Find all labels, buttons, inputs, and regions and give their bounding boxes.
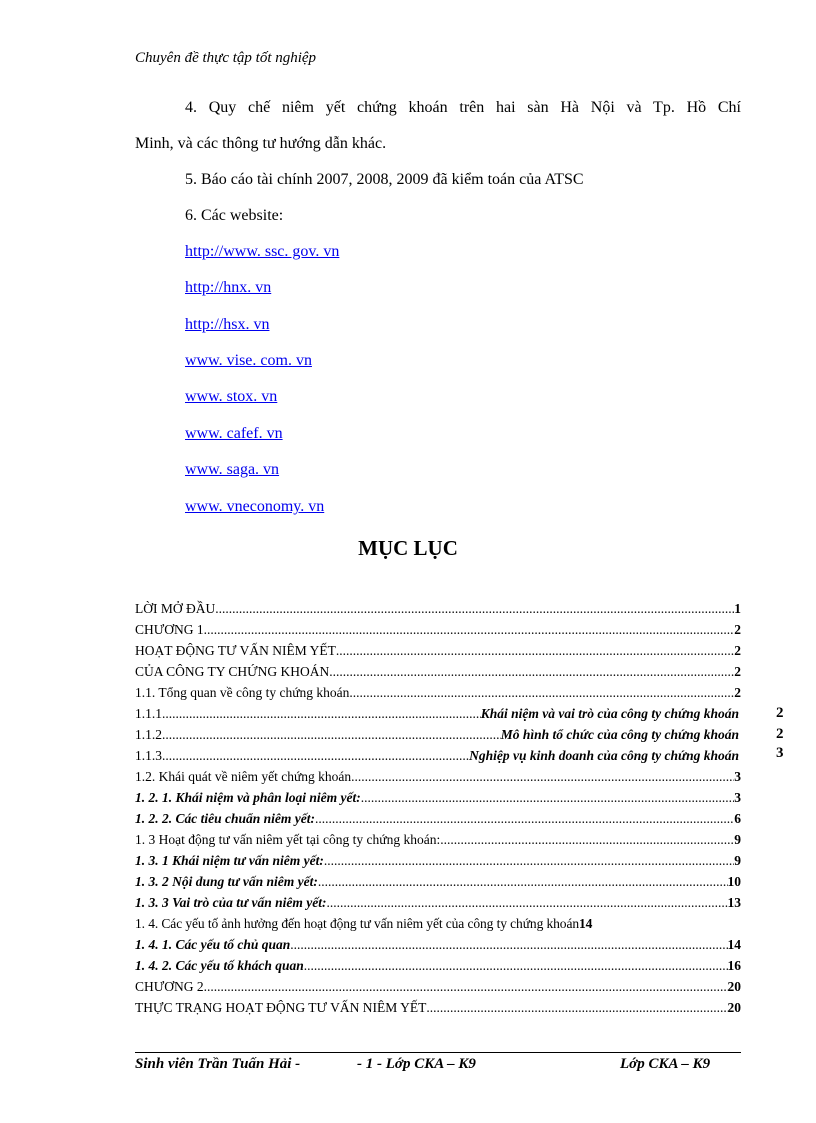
toc-leader <box>204 619 735 640</box>
toc-entry-number: 1.1.2. <box>135 727 166 742</box>
toc-entry-page: 3 <box>734 769 741 784</box>
toc-entry-number: 1.1.3. <box>135 748 166 763</box>
toc-leader <box>165 703 480 724</box>
toc-entry[interactable] <box>135 661 741 682</box>
toc-entry-text: 1.2. Khái quát về niêm yết chứng khoán <box>135 769 352 784</box>
link-stox[interactable]: www. stox. vn <box>185 388 278 405</box>
toc-entry-page: 14 <box>579 916 593 931</box>
toc-entry[interactable] <box>135 598 741 619</box>
toc-entry[interactable] <box>135 724 739 745</box>
toc-entry-text: 1. 4. 2. Các yếu tố khách quan <box>135 958 304 973</box>
toc-leader <box>440 829 734 850</box>
toc-leader <box>304 955 728 976</box>
toc-leader <box>318 871 728 892</box>
toc-entry-page: 3 <box>776 745 784 761</box>
toc-leader <box>361 787 734 808</box>
toc-entry-text: Nghiệp vụ kinh doanh của công ty chứng khoán <box>469 748 739 763</box>
toc-entry[interactable] <box>135 997 741 1018</box>
toc-leader <box>326 892 727 913</box>
toc-leader <box>204 976 728 997</box>
toc-entry-page: 14 <box>727 937 741 952</box>
toc-entry-text: CHƯƠNG 2 <box>135 979 204 994</box>
toc-leader <box>165 745 469 766</box>
toc-entry-text: 1. 3. 2 Nội dung tư vấn niêm yết: <box>135 874 318 889</box>
document-header: Chuyên đề thực tập tốt nghiệp <box>135 50 317 66</box>
toc-entry-page: 2 <box>734 685 741 700</box>
link-saga[interactable]: www. saga. vn <box>185 461 280 478</box>
link-hnx[interactable]: http://hnx. vn <box>185 279 272 296</box>
toc-entry[interactable] <box>135 787 741 808</box>
toc-entry-page: 16 <box>727 958 741 973</box>
link-cafef[interactable]: www. cafef. vn <box>185 425 283 442</box>
toc-entry-page: 6 <box>734 811 741 826</box>
toc-entry-text: 1. 3. 3 Vai trò của tư vấn niêm yết: <box>135 895 327 910</box>
toc-entry[interactable] <box>135 682 741 703</box>
toc-entry-page: 2 <box>734 643 741 658</box>
link-hsx[interactable]: http://hsx. vn <box>185 316 270 333</box>
footer-divider <box>135 1052 741 1053</box>
toc-entry[interactable] <box>135 703 739 724</box>
toc-entry-page: 1 <box>734 601 741 616</box>
toc-entry-text: CHƯƠNG 1 <box>135 622 204 637</box>
toc-leader <box>329 661 734 682</box>
toc-entry-text: 1. 2. 1. Khái niệm và phân loại niêm yết: <box>135 790 361 805</box>
paragraph-regulation-line2: Minh, và các thông tư hướng dẫn khác. <box>135 135 387 152</box>
toc-entry[interactable] <box>135 955 741 976</box>
footer-class: Lớp CKA – K9 <box>620 1056 711 1072</box>
toc-leader <box>215 598 734 619</box>
footer-page-number: - 1 - Lớp CKA – K9 <box>357 1056 476 1072</box>
toc-leader <box>336 640 734 661</box>
toc-leader <box>290 934 727 955</box>
toc-entry-page: 9 <box>734 853 741 868</box>
toc-entry-page: 3 <box>734 790 741 805</box>
link-vise[interactable]: www. vise. com. vn <box>185 352 312 369</box>
toc-entry[interactable] <box>135 766 741 787</box>
toc-entry-number: 1.1.1. <box>135 706 166 721</box>
toc-entry-page: 20 <box>727 979 741 994</box>
toc-entry-text: 1. 4. 1. Các yếu tố chủ quan <box>135 937 291 952</box>
toc-entry-page: 2 <box>734 622 741 637</box>
toc-entry-text: CỦA CÔNG TY CHỨNG KHOÁN <box>135 664 330 679</box>
toc-entry-text: LỜI MỞ ĐẦU <box>135 601 216 616</box>
toc-entry[interactable] <box>135 892 741 913</box>
toc-entry-text: 1. 3 Hoạt động tư vấn niêm yết tại công ty chứng khoán: <box>135 832 441 847</box>
toc-entry[interactable] <box>135 976 741 997</box>
toc-entry-page: 2 <box>776 726 784 742</box>
toc-entry-page: 10 <box>727 874 741 889</box>
toc-entry[interactable] <box>135 913 741 934</box>
toc-entry-text: 1. 3. 1 Khái niệm tư vấn niêm yết: <box>135 853 324 868</box>
toc-leader <box>349 682 734 703</box>
toc-entry[interactable] <box>135 934 741 955</box>
toc-leader <box>351 766 734 787</box>
paragraph-regulation-line1: 4. Quy chế niêm yết chứng khoán trên hai sàn Hà Nội và Tp. Hồ Chí <box>185 99 741 116</box>
toc-entry-page: 2 <box>734 664 741 679</box>
footer-student: Sinh viên Trần Tuấn Hải - <box>135 1056 301 1072</box>
toc-entry-page: 9 <box>734 832 741 847</box>
toc-entry-text: 1.1. Tổng quan về công ty chứng khoán <box>135 685 350 700</box>
toc-entry[interactable] <box>135 619 741 640</box>
link-ssc[interactable]: http://www. ssc. gov. vn <box>185 243 340 260</box>
toc-entry[interactable] <box>135 640 741 661</box>
toc-entry-text: 1. 4. Các yếu tố ảnh hưởng đến hoạt động tư vấn niêm yết của công ty chứng khoán <box>135 916 579 931</box>
toc-entry-text: Mô hình tổ chức của công ty chứng khoán <box>500 727 739 742</box>
toc-entry[interactable] <box>135 871 741 892</box>
toc-leader <box>165 724 500 745</box>
link-vneconomy[interactable]: www. vneconomy. vn <box>185 498 325 515</box>
paragraph-financial-reports: 5. Báo cáo tài chính 2007, 2008, 2009 đã kiểm toán của ATSC <box>185 171 584 188</box>
toc-entry-text: HOẠT ĐỘNG TƯ VẤN NIÊM YẾT <box>135 643 336 658</box>
toc-leader <box>324 850 734 871</box>
toc-entry-text: THỰC TRẠNG HOẠT ĐỘNG TƯ VẤN NIÊM YẾT <box>135 1000 427 1015</box>
toc-entry[interactable] <box>135 745 739 766</box>
toc-entry[interactable] <box>135 829 741 850</box>
toc-entry-text: Khái niệm và vai trò của công ty chứng khoán <box>480 706 739 721</box>
toc-entry-page: 20 <box>727 1000 741 1015</box>
toc-entry[interactable] <box>135 850 741 871</box>
toc-entry[interactable] <box>135 808 741 829</box>
toc-entry-page: 2 <box>776 705 784 721</box>
toc-title: MỤC LỤC <box>358 536 458 560</box>
paragraph-websites: 6. Các website: <box>185 207 284 224</box>
toc-entry-page: 13 <box>727 895 741 910</box>
toc-leader <box>315 808 734 829</box>
toc-entry-text: 1. 2. 2. Các tiêu chuẩn niêm yết: <box>135 811 315 826</box>
toc-leader <box>426 997 727 1018</box>
